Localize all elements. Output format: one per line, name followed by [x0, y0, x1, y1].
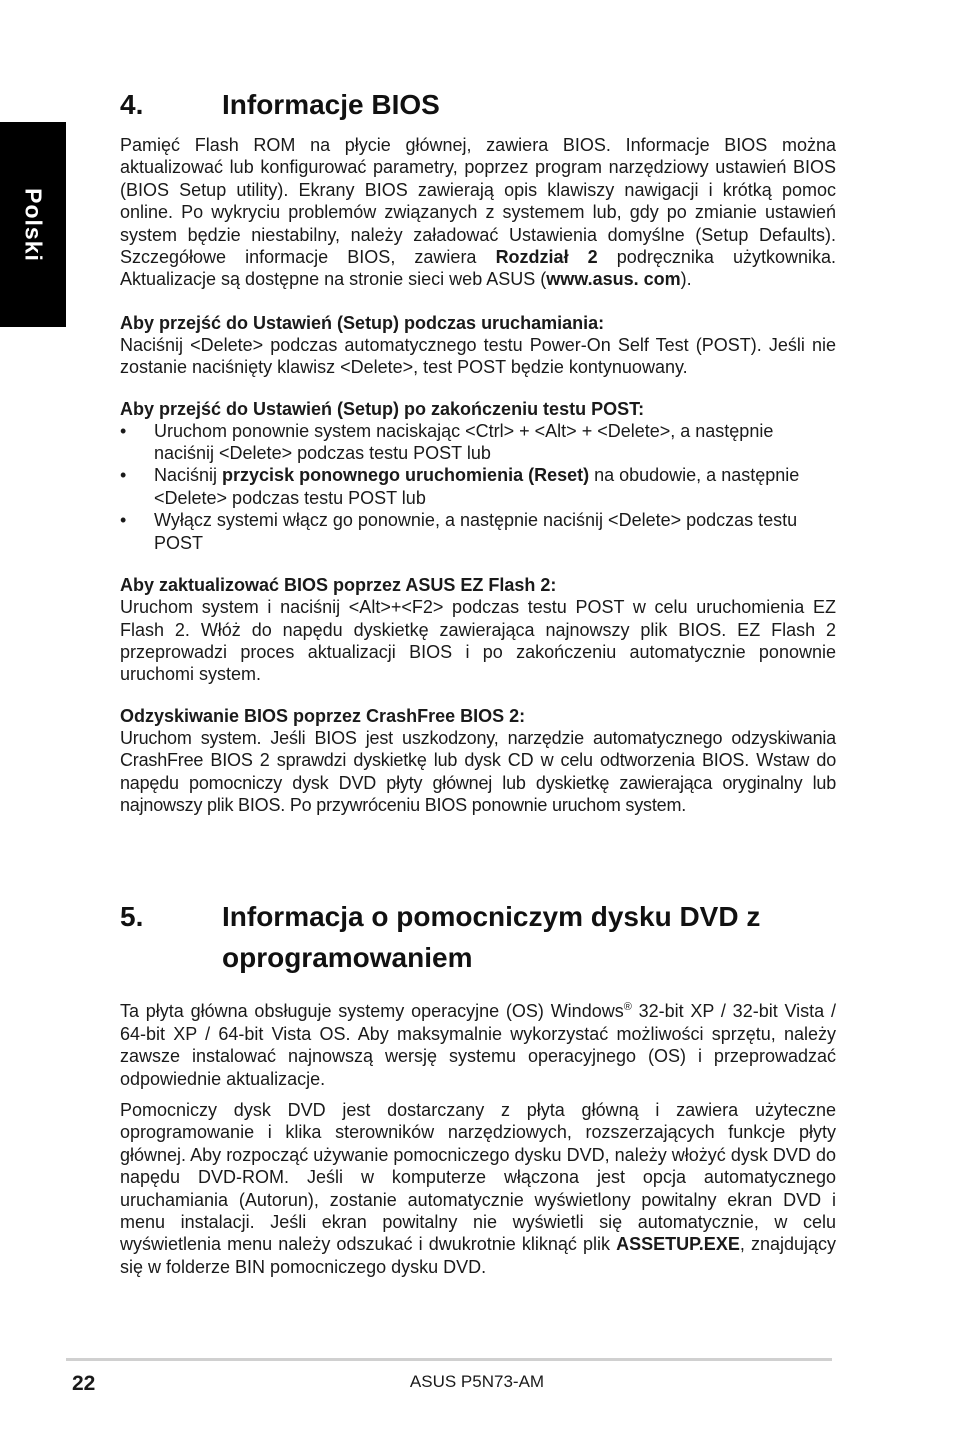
- intro-text-2: podręcznika użytkownika. Aktualizacje są dostępne na stronie sieci web ASUS (: [120, 247, 836, 290]
- bullet-glyph: •: [120, 465, 127, 486]
- list-item-text: Naciśnij: [154, 465, 223, 486]
- section-4-number: 4.: [120, 89, 144, 120]
- ez-flash-text: Uruchom system i naciśnij <Alt>+<F2> podczas testu POST w celu uruchomienia EZ Flash 2. Włóż do napędu dyskietkę zawierająca najnowszy plik BIOS. EZ Flash 2 przeprowadzi proces aktualizacji BIOS i po zakończeniu automatycznie ponownie uruchomi system.: [120, 597, 836, 685]
- section-4-heading: Informacje BIOS: [222, 89, 440, 120]
- ez-flash-heading: Aby zaktualizować BIOS poprzez ASUS EZ Flash 2:: [120, 575, 557, 596]
- list-item: [120, 509, 836, 554]
- bullet-glyph: •: [120, 510, 127, 531]
- bios-intro-paragraph: [120, 134, 836, 291]
- registered-mark: ®: [623, 1001, 632, 1014]
- language-side-tab: [0, 122, 66, 327]
- reset-button-label: przycisk ponownego uruchomienia (Reset): [222, 465, 590, 486]
- section-5-number: 5.: [120, 901, 144, 933]
- intro-text-3: ).: [680, 269, 692, 290]
- list-item-text: na obudowie, a następnie <Delete> podczas testu POST lub: [154, 465, 800, 508]
- crashfree-heading: Odzyskiwanie BIOS poprzez CrashFree BIOS 2:: [120, 705, 526, 726]
- os-support-paragraph: [120, 996, 836, 1090]
- list-item-text: Uruchom ponownie system naciskając <Ctrl> + <Alt> + <Delete>, a następnie naciśnij <Delete> podczas testu POST lub: [154, 420, 774, 464]
- intro-bold-website: www.asus. com: [546, 269, 681, 290]
- section-4-title: [120, 84, 836, 125]
- list-item: [120, 464, 836, 509]
- language-label: Polski: [20, 187, 47, 262]
- page-number: 22: [72, 1372, 96, 1395]
- os-text-1: Ta płyta główna obsługuje systemy operacyjne (OS) Windows: [120, 1001, 624, 1022]
- intro-text-1: Pamięć Flash ROM na płycie głównej, zawiera BIOS. Informacje BIOS można aktualizować lub konfigurować parametry, poprzez program narzędziowy ustawień BIOS (BIOS Setup utility). Ekrany BIOS zawierają opis klawiszy nawigacji i krótką pomoc online. Po wykryciu problemów związanych z systemem lub, gdy po zmianie ustawień system będzie niestabilny, należy załadować Ustawienia domyślne (Setup Defaults). Szczegółowe informacje BIOS, zawiera: [120, 135, 836, 268]
- section-5-title: [120, 896, 836, 978]
- setup-after-post-heading: Aby przejść do Ustawień (Setup) po zakończeniu testu POST:: [120, 398, 645, 419]
- footer-divider: [66, 1358, 832, 1361]
- footer-product-name: ASUS P5N73-AM: [409, 1372, 545, 1391]
- support-dvd-paragraph: [120, 1099, 836, 1278]
- bullet-glyph: •: [120, 420, 127, 441]
- list-item-text: Wyłącz systemi włącz go ponownie, a następnie naciśnij <Delete> podczas testu POST: [154, 510, 798, 553]
- intro-bold-chapter: Rozdział 2: [495, 247, 598, 268]
- section-5-heading: Informacja o pomocniczym dysku DVD z oprogramowaniem: [222, 901, 761, 974]
- list-item: [120, 420, 836, 465]
- setup-boot-heading: Aby przejść do Ustawień (Setup) podczas uruchamiania:: [120, 312, 605, 333]
- page-content: [120, 84, 836, 1278]
- setup-after-post-list: [120, 420, 836, 554]
- setup-boot-text: Naciśnij <Delete> podczas automatycznego testu Power-On Self Test (POST). Jeśli nie zostanie naciśnięty klawisz <Delete>, test POST będzie kontynuowany.: [120, 334, 836, 378]
- assetup-filename: ASSETUP.EXE: [616, 1234, 740, 1255]
- crashfree-text: Uruchom system. Jeśli BIOS jest uszkodzony, narzędzie automatycznego odzyskiwania CrashFree BIOS 2 sprawdzi dyskietkę lub dysk CD w celu odtworzenia BIOS. Wstaw do napędu pomocniczy dysk DVD płyty głównej lub dyskietkę zawierająca oryginalny lub najnowszy plik BIOS. Po przywróceniu BIOS ponownie uruchom system.: [120, 727, 836, 815]
- dvd-text-2: , znajdujący się w folderze BIN pomocniczego dysku DVD.: [120, 1234, 836, 1277]
- os-text-2: 32-bit XP / 32-bit Vista / 64-bit XP / 64-bit Vista OS. Aby maksymalnie wykorzystać możliwości sprzętu, należy zawsze instalować najnowszą wersję systemu operacyjnego (OS) i przeprowadzać odpowiednie aktualizacje.: [120, 1001, 836, 1089]
- dvd-text-1: Pomocniczy dysk DVD jest dostarczany z płyta główną i zawiera użyteczne oprogramowanie i klika sterowników narzędziowych, rozszerzających funkcje płyty głównej. Aby rozpocząć używanie pomocniczego dysku DVD, należy włożyć dysk DVD do napędu DVD-ROM. Jeśli w komputerze włączona jest opcja automatycznego uruchamiania (Autorun), zostanie automatycznie wyświetlony powitalny ekran DVD i menu instalacji. Jeśli ekran powitalny nie wyświetli się automatycznie, w celu wyświetlenia menu należy odszukać i dwukrotnie kliknąć plik: [120, 1099, 836, 1255]
